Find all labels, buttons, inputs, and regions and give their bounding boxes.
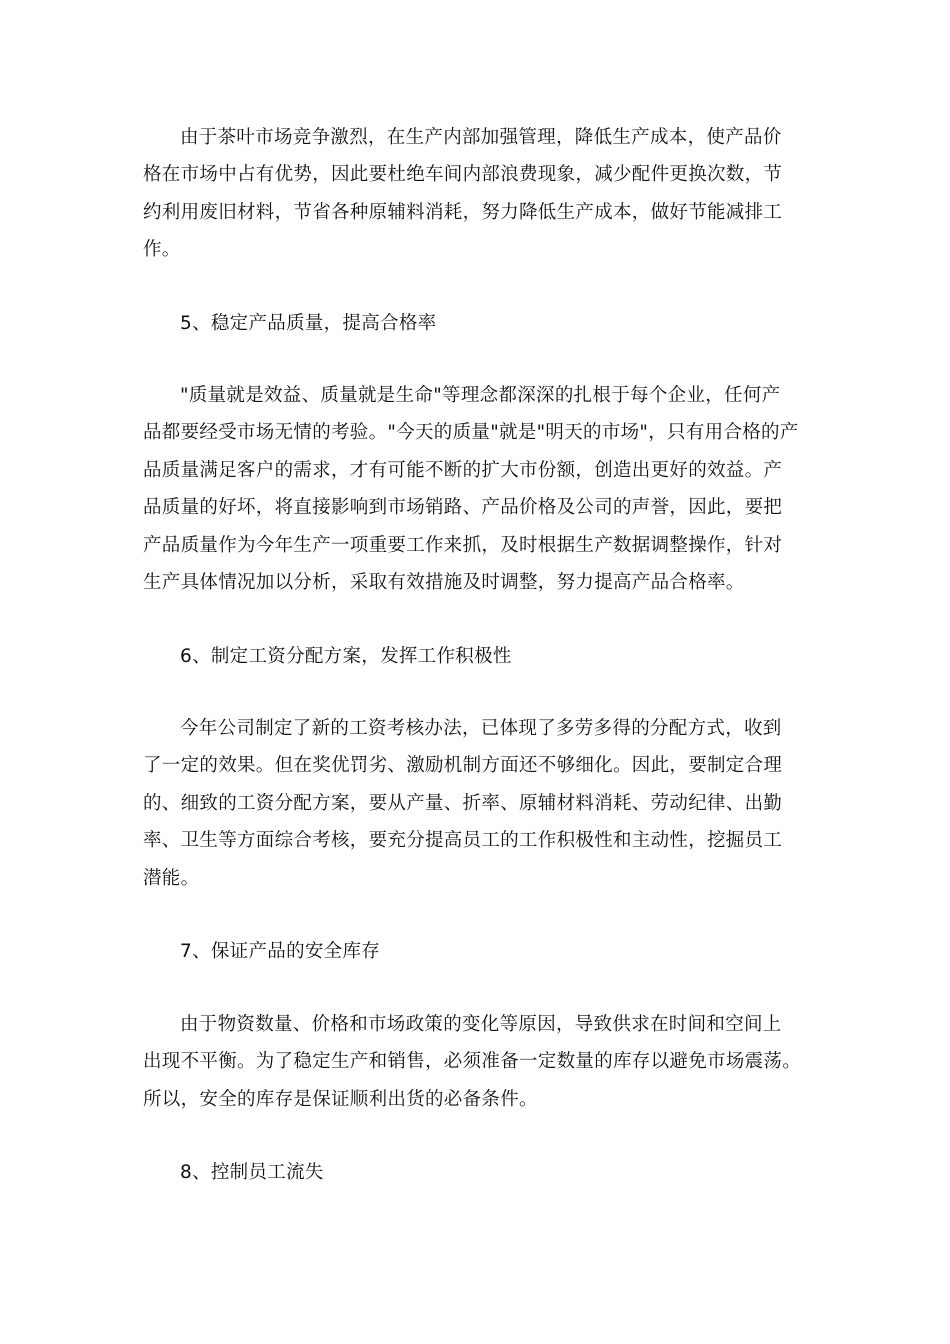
- section-heading-8: 8、控制员工流失: [180, 1162, 324, 1183]
- paragraph-line: 今年公司制定了新的工资考核办法，已体现了多劳多得的分配方式，收到: [180, 718, 782, 739]
- paragraph-line: 品质量的好坏，将直接影响到市场销路、产品价格及公司的声誉，因此，要把: [143, 497, 783, 518]
- paragraph-line: 出现不平衡。为了稳定生产和销售，必须准备一定数量的库存以避免市场震荡。: [143, 1051, 802, 1072]
- paragraph-line: 潜能。: [143, 868, 200, 889]
- paragraph-line: 所以，安全的库存是保证顺利出货的必备条件。: [143, 1089, 538, 1110]
- paragraph-line: 品质量满足客户的需求，才有可能不断的扩大市份额，创造出更好的效益。产: [143, 460, 783, 481]
- paragraph-line: 品都要经受市场无情的考验。"今天的质量"就是"明天的市场"，只有用合格的产: [143, 422, 799, 443]
- paragraph-line: 率、卫生等方面综合考核，要充分提高员工的工作积极性和主动性，挖掘员工: [143, 830, 783, 851]
- paragraph-line: 的、细致的工资分配方案，要从产量、折率、原辅材料消耗、劳动纪律、出勤: [143, 793, 783, 814]
- section-heading-5: 5、稳定产品质量，提高合格率: [180, 313, 437, 334]
- paragraph-line: "质量就是效益、质量就是生命"等理念都深深的扎根于每个企业，任何产: [180, 385, 781, 406]
- paragraph-line: 由于茶叶市场竞争激烈，在生产内部加强管理，降低生产成本，使产品价: [180, 127, 782, 148]
- paragraph-line: 产品质量作为今年生产一项重要工作来抓，及时根据生产数据调整操作，针对: [143, 535, 783, 556]
- paragraph-line: 作。: [143, 239, 181, 260]
- paragraph-line: 约利用废旧材料，节省各种原辅料消耗，努力降低生产成本，做好节能减排工: [143, 202, 783, 223]
- paragraph-line: 由于物资数量、价格和市场政策的变化等原因，导致供求在时间和空间上: [180, 1014, 782, 1035]
- paragraph-line: 生产具体情况加以分析，采取有效措施及时调整，努力提高产品合格率。: [143, 572, 745, 593]
- paragraph-line: 格在市场中占有优势，因此要杜绝车间内部浪费现象，减少配件更换次数，节: [143, 164, 783, 185]
- paragraph-line: 了一定的效果。但在奖优罚劣、激励机制方面还不够细化。因此，要制定合理: [143, 755, 783, 776]
- section-heading-7: 7、保证产品的安全库存: [180, 941, 381, 962]
- section-heading-6: 6、制定工资分配方案，发挥工作积极性: [180, 646, 512, 667]
